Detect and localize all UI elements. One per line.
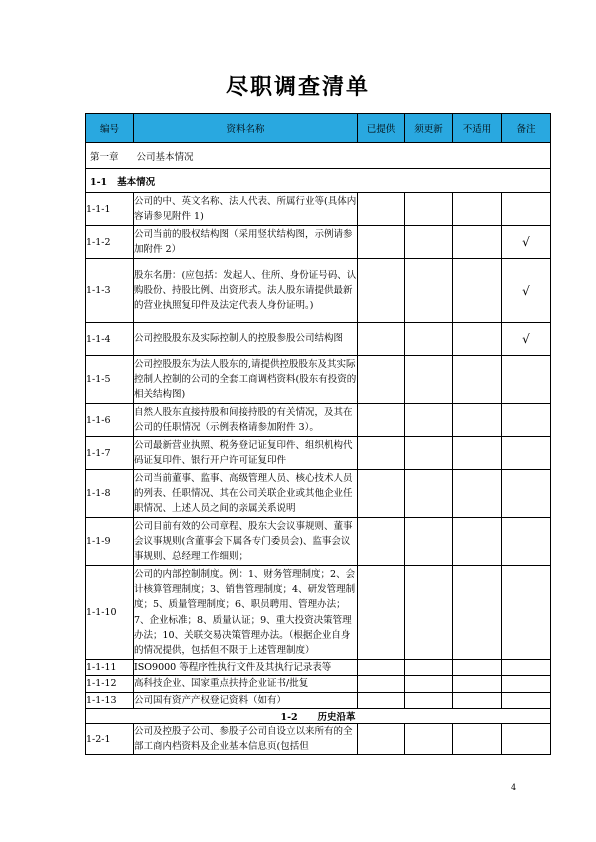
table-row	[86, 692, 551, 708]
table-header-row	[86, 114, 551, 143]
remarks-cell	[502, 676, 551, 692]
provided-cell	[358, 692, 405, 708]
na-cell	[453, 470, 502, 518]
update-cell	[405, 259, 453, 323]
provided-cell	[358, 356, 405, 404]
provided-cell	[358, 193, 405, 226]
chapter-title: 公司基本情况	[136, 151, 194, 163]
provided-cell	[358, 660, 405, 676]
remarks-cell	[502, 437, 551, 470]
section-cell-1-2	[86, 708, 551, 723]
table-row	[86, 437, 551, 470]
item-name: 公司最新营业执照、税务登记证复印件、组织机构代码证复印件、银行开户许可证复印件	[134, 437, 358, 470]
chapter-cell	[86, 143, 551, 169]
header-update: 须更新	[405, 114, 453, 143]
update-cell	[405, 723, 453, 755]
item-code: 1-1-2	[86, 226, 134, 259]
header-provided: 已提供	[358, 114, 405, 143]
page-title: 尽职调查清单	[225, 75, 370, 100]
na-cell	[453, 566, 502, 660]
table-row	[86, 470, 551, 518]
section-cell-1-1	[86, 169, 551, 193]
remarks-cell	[502, 518, 551, 566]
header-na: 不适用	[453, 114, 502, 143]
item-code: 1-2-1	[86, 723, 134, 755]
provided-cell	[358, 566, 405, 660]
provided-cell	[358, 323, 405, 356]
remarks-cell	[502, 193, 551, 226]
item-name: 公司及控股子公司、参股子公司自设立以来所有的全部工商内档资料及企业基本信息页(包括但	[134, 723, 358, 755]
provided-cell	[358, 470, 405, 518]
remarks-cell	[502, 404, 551, 437]
item-code: 1-1-13	[86, 692, 134, 708]
table-row	[86, 723, 551, 755]
update-cell	[405, 676, 453, 692]
item-name: 公司的中、英文名称、法人代表、所属行业等(具体内容请参见附件 1)	[134, 193, 358, 226]
na-cell	[453, 723, 502, 755]
na-cell	[453, 323, 502, 356]
na-cell	[453, 193, 502, 226]
section-row-1-2	[86, 708, 551, 723]
item-code: 1-1-1	[86, 193, 134, 226]
item-code: 1-1-4	[86, 323, 134, 356]
item-name: 公司当前董事、监事、高级管理人员、核心技术人员的列表、任职情况、其在公司关联企业或其他企业任职情况、上述人员之间的亲属关系说明	[134, 470, 358, 518]
item-code: 1-1-6	[86, 404, 134, 437]
item-code: 1-1-9	[86, 518, 134, 566]
update-cell	[405, 566, 453, 660]
provided-cell	[358, 259, 405, 323]
item-code: 1-1-11	[86, 660, 134, 676]
remarks-cell: √	[502, 259, 551, 323]
na-cell	[453, 404, 502, 437]
item-code: 1-1-12	[86, 676, 134, 692]
update-cell	[405, 356, 453, 404]
section-number: 1-2	[280, 711, 298, 723]
provided-cell	[358, 404, 405, 437]
na-cell	[453, 676, 502, 692]
remarks-cell	[502, 356, 551, 404]
section-title: 基本情况	[117, 176, 156, 188]
na-cell	[453, 437, 502, 470]
table-row	[86, 323, 551, 356]
remarks-cell: √	[502, 323, 551, 356]
provided-cell	[358, 518, 405, 566]
remarks-cell	[502, 692, 551, 708]
section-row-1-1	[86, 169, 551, 193]
na-cell	[453, 226, 502, 259]
update-cell	[405, 323, 453, 356]
item-name: 公司控股股东为法人股东的,请提供控股股东及其实际控制人控制的公司的全套工商调档资料(股东有投资的相关结构图)	[134, 356, 358, 404]
item-code: 1-1-8	[86, 470, 134, 518]
header-code: 编号	[86, 114, 134, 143]
item-code: 1-1-10	[86, 566, 134, 660]
item-name: 公司当前的股权结构图（采用竖状结构图，示例请参加附件 2）	[134, 226, 358, 259]
table-row	[86, 676, 551, 692]
provided-cell	[358, 676, 405, 692]
provided-cell	[358, 437, 405, 470]
na-cell	[453, 660, 502, 676]
update-cell	[405, 193, 453, 226]
provided-cell	[358, 723, 405, 755]
due-diligence-table	[85, 113, 551, 755]
page-number: 4	[511, 783, 517, 792]
item-name: 股东名册：(应包括：发起人、住所、身份证号码、认购股份、持股比例、出资形式。法人股东请提供最新的营业执照复印件及法定代表人身份证明。)	[134, 259, 358, 323]
update-cell	[405, 518, 453, 566]
section-title: 历史沿革	[317, 711, 356, 723]
item-name: 公司的内部控制制度。例：1、财务管理制度；2、会计核算管理制度；3、销售管理制度；4、研发管理制度；5、质量管理制度；6、职员聘用、管理办法；7、企业标准；8、质量认证；9、重大投资决策管理办法；10、关联交易决策管理办法。（根据企业自身的情况提供，包括但不限于上述管理制度）	[134, 566, 358, 660]
provided-cell	[358, 226, 405, 259]
item-name: 公司控股股东及实际控制人的控股参股公司结构图	[134, 323, 358, 356]
chapter-row	[86, 143, 551, 169]
item-name: 自然人股东直接持股和间接持股的有关情况，及其在公司的任职情况（示例表格请参加附件 3）。	[134, 404, 358, 437]
item-code: 1-1-7	[86, 437, 134, 470]
remarks-cell: √	[502, 226, 551, 259]
update-cell	[405, 692, 453, 708]
item-name: 高科技企业、国家重点扶持企业证书/批复	[134, 676, 358, 692]
table-row	[86, 356, 551, 404]
item-name: ISO9000 等程序性执行文件及其执行记录表等	[134, 660, 358, 676]
remarks-cell	[502, 470, 551, 518]
update-cell	[405, 660, 453, 676]
header-remarks: 备注	[502, 114, 551, 143]
remarks-cell	[502, 723, 551, 755]
na-cell	[453, 356, 502, 404]
remarks-cell	[502, 660, 551, 676]
item-name: 公司目前有效的公司章程、股东大会议事规则、董事会议事规则(含董事会下属各专门委员会)、监事会议事规则、总经理工作细则；	[134, 518, 358, 566]
table-row	[86, 259, 551, 323]
header-name: 资料名称	[134, 114, 358, 143]
update-cell	[405, 437, 453, 470]
update-cell	[405, 470, 453, 518]
remarks-cell	[502, 566, 551, 660]
table-row	[86, 226, 551, 259]
table-row	[86, 518, 551, 566]
chapter-number: 第一章	[90, 151, 119, 163]
item-name: 公司国有资产产权登记资料（如有）	[134, 692, 358, 708]
na-cell	[453, 259, 502, 323]
table-row	[86, 660, 551, 676]
table-row	[86, 193, 551, 226]
item-code: 1-1-5	[86, 356, 134, 404]
section-number: 1-1	[90, 176, 108, 188]
table-row	[86, 404, 551, 437]
item-code: 1-1-3	[86, 259, 134, 323]
update-cell	[405, 404, 453, 437]
update-cell	[405, 226, 453, 259]
na-cell	[453, 692, 502, 708]
na-cell	[453, 518, 502, 566]
table-row	[86, 566, 551, 660]
